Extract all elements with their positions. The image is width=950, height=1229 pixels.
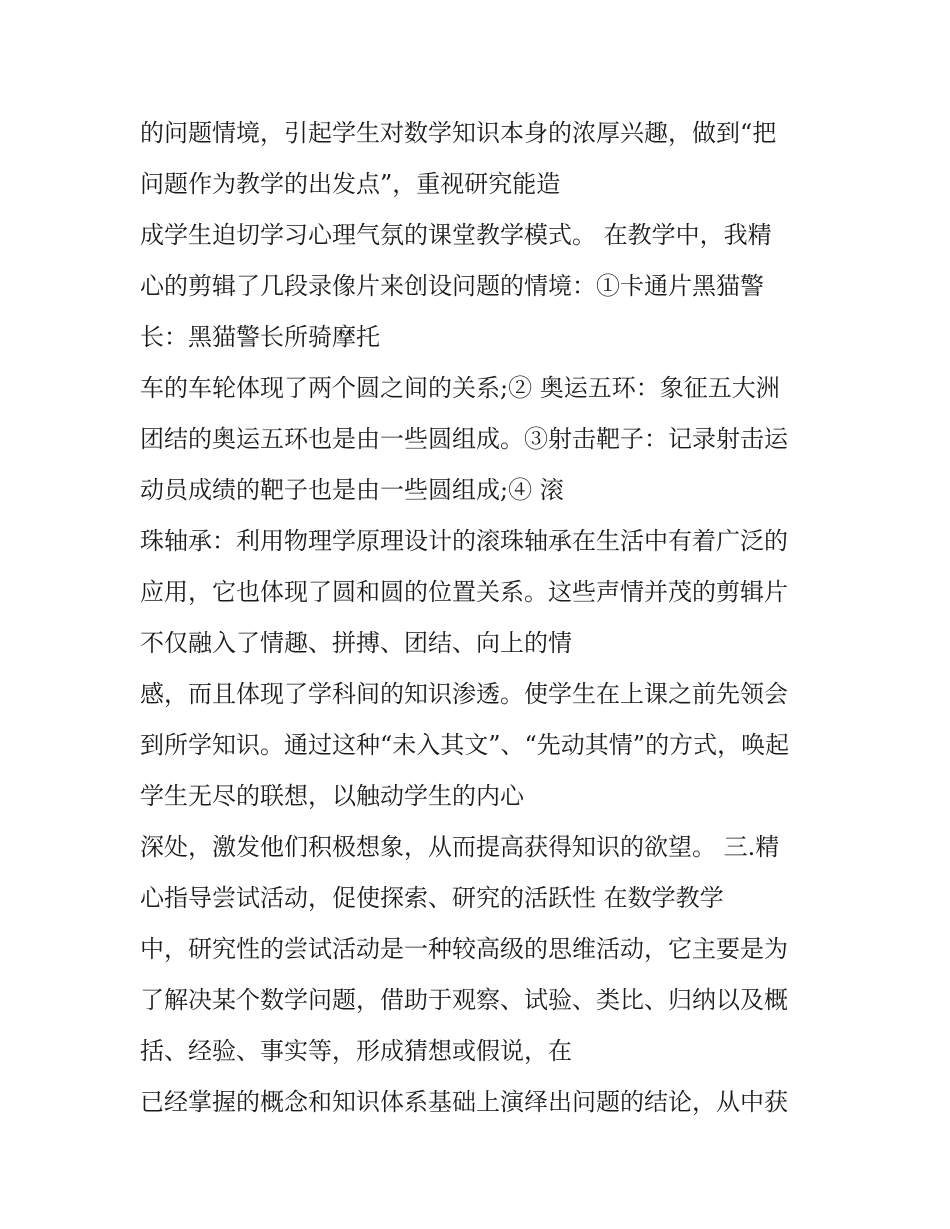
text-line: 了解决某个数学问题，借助于观察、试验、类比、归纳以及概 bbox=[140, 986, 788, 1014]
body-text bbox=[140, 108, 830, 1128]
text-line: 括、经验、事实等，形成猜想或假说，在 bbox=[140, 1037, 572, 1065]
text-line: 车的车轮体现了两个圆之间的关系;② 奥运五环：象征五大洲 bbox=[140, 374, 780, 402]
text-line: 长：黑猫警长所骑摩托 bbox=[140, 323, 380, 351]
text-line: 到所学知识。通过这种“未入其文”、“先动其情”的方式，唤起 bbox=[140, 731, 790, 759]
text-line: 珠轴承：利用物理学原理设计的滚珠轴承在生活中有着广泛的 bbox=[140, 527, 788, 555]
text-line: 问题作为教学的出发点”，重视研究能造 bbox=[140, 170, 561, 198]
text-line: 的问题情境，引起学生对数学知识本身的浓厚兴趣，做到“把 bbox=[140, 119, 777, 147]
text-line: 中，研究性的尝试活动是一种较高级的思维活动，它主要是为 bbox=[140, 935, 788, 963]
text-line: 心的剪辑了几段录像片来创设问题的情境：①卡通片黑猫警 bbox=[140, 272, 764, 300]
text-line: 应用，它也体现了圆和圆的位置关系。这些声情并茂的剪辑片 bbox=[140, 578, 788, 606]
text-line: 不仅融入了情趣、拼搏、团结、向上的情 bbox=[140, 629, 572, 657]
text-line: 学生无尽的联想，以触动学生的内心 bbox=[140, 782, 524, 810]
text-line: 成学生迫切学习心理气氛的课堂教学模式。 在教学中，我精 bbox=[140, 221, 772, 249]
text-line: 已经掌握的概念和知识体系基础上演绎出问题的结论，从中获 bbox=[140, 1088, 788, 1116]
text-line: 动员成绩的靶子也是由一些圆组成;④ 滚 bbox=[140, 476, 564, 504]
text-line: 感，而且体现了学科间的知识渗透。使学生在上课之前先领会 bbox=[140, 680, 788, 708]
text-line: 心指导尝试活动，促使探索、研究的活跃性 在数学教学 bbox=[140, 884, 724, 912]
text-line: 团结的奥运五环也是由一些圆组成。③射击靶子：记录射击运 bbox=[140, 425, 788, 453]
text-line: 深处，激发他们积极想象，从而提高获得知识的欲望。 三.精 bbox=[140, 833, 780, 861]
